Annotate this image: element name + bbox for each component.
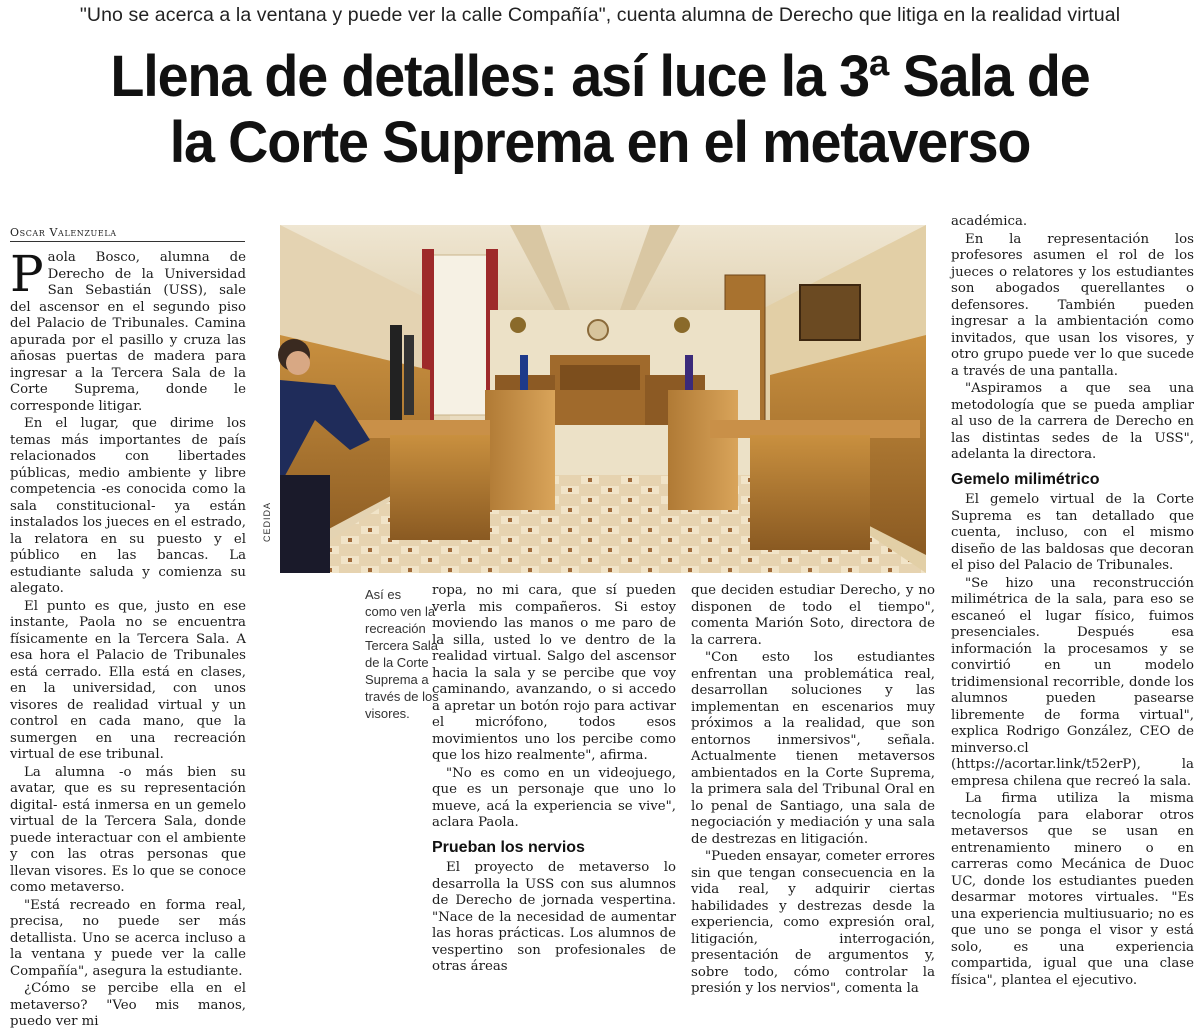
photo-caption: Así es como ven la recreación Tercera Sala de la Corte Suprema a través de los visores. (365, 587, 439, 721)
photo-credit: CEDIDA (262, 501, 272, 542)
kicker: "Uno se acerca a la ventana y puede ver la calle Compañía", cuenta alumna de Derecho que litiga en la realidad virtual (79, 4, 1121, 26)
paragraph: En el lugar, que dirime los temas más importantes de país relacionados con libertades públicas, medio ambiente y libre competencia -es conocida como la sala constitucional- ya están instalados los jueces en el estrado, la relatora en su puesto y el público en las bancas. La estudiante saluda y comienza su alegato. (10, 416, 246, 596)
headline-line-2: la Corte Suprema en el metaverso (169, 110, 1031, 175)
column-4 (951, 214, 1194, 988)
paragraph: académica. (951, 214, 1028, 229)
column-3 (691, 583, 936, 996)
paragraph: El gemelo virtual de la Corte Suprema es tan detallado que cuenta, incluso, con el mismo diseño de las baldosas que decoran el piso del Palacio de Tribunales. (951, 492, 1194, 573)
paragraph: El proyecto de metaverso lo desarrolla la USS con sus alumnos de Derecho de jornada vespertina. "Nace de la necesidad de aumentar las horas prácticas. Los alumnos de vespertino son profesionales de otras áreas (432, 860, 676, 974)
paragraph: "Con esto los estudiantes enfrentan una problemática real, desarrollan soluciones y las implementan en escenarios muy próximos a la realidad, que son entornos inmersivos", señala. Actualmente tienen metaversos ambientados en la Corte Suprema, la primera sala del Tribunal Oral en lo penal de Santiago, una sala de negociación y mediación y una sala de destrezas en litigación. (691, 650, 935, 847)
paragraph: "No es como en un videojuego, que es un personaje que uno lo mueve, acá la experiencia se vive", aclara Paola. (432, 765, 676, 830)
paragraph: "Pueden ensayar, cometer errores sin que tengan consecuencia en la vida real, y adquirir ciertas habilidades y destrezas desde la experiencia, como expresión oral, litigación, interrogación, presentación de argumentos y, sobre todo, cómo controlar la presión y los nervios", comenta la (691, 849, 936, 996)
paragraph: "Aspiramos a que sea una metodología que se pueda ampliar al uso de la carrera de Derecho en las distintas sedes de la USS", adelanta la directora. (951, 381, 1194, 462)
paragraph: "Se hizo una reconstrucción milimétrica de la sala, para eso se escaneó el lugar físico, fuimos presenciales. Después esa información la procesamos y se convirtió en un modelo tridimensional recorrible, donde los alumnos pueden pasearse libremente de forma virtual", explica Rodrigo González, CEO de minverso.cl (https://acortar.link/t52erP), la empresa chilena que recreó la sala. (951, 575, 1194, 789)
paragraph: ¿Cómo se percibe ella en el metaverso? "Veo mis manos, puedo ver mi (10, 981, 246, 1029)
paragraph: El punto es que, justo en ese instante, Paola no se encuentra físicamente en la Tercera Sala. A esa hora el Palacio de Tribunales está cerrado. Ella está en clases, en la universidad, con unos visores de realidad virtual y un control en cada mano, que la sumergen en una recreación virtual de ese tribunal. (10, 598, 246, 762)
column-2 (432, 583, 676, 974)
paragraph-lead: Paola Bosco, alumna de Derecho de la Universidad San Sebastián (USS), sale del ascensor en el segundo piso del Palacio de Tribunales. Camina apurada por el pasillo y cruza las añosas puertas de madera para ingresar a la Tercera Sala de la Corte Suprema, donde le corresponde litigar. (10, 245, 246, 414)
column-1 (10, 245, 246, 1029)
headline-line-1: Llena de detalles: así luce la 3ª Sala de (110, 44, 1090, 109)
paragraph: La alumna -o más bien su avatar, que es su representación digital- está inmersa en un gemelo virtual de la Tercera Sala, donde puede interactuar con el ambiente y con las otras personas que llevan visores. Es lo que se conoce como metaverso. (10, 764, 246, 895)
paragraph: En la representación los profesores asumen el rol de los jueces o relatores y los estudiantes son abogados querellantes o defensores. También pueden ingresar a la ambientación como invitados, que usan los visores, y otro grupo puede ver lo que sucede a través de una pantalla. (951, 231, 1194, 379)
courtroom-photo (280, 225, 926, 573)
paragraph: que deciden estudiar Derecho, y no disponen de todo el tiempo", comenta Marión Soto, directora de la carrera. (691, 583, 935, 648)
subheading: Prueban los nervios (432, 838, 585, 856)
drop-cap: P (10, 245, 44, 303)
byline: Oscar Valenzuela (10, 226, 245, 242)
paragraph: La firma utiliza la misma tecnología para elaborar otros metaversos que se usan en entrenamiento minero o en carreras como Mecánica de Duoc UC, donde los estudiantes pueden desarmar motores virtuales. "Es una experiencia multiusuario; no es que uno se ponga el visor y está solo, es una experiencia compartida, igual que una clase física", plantea el ejecutivo. (951, 791, 1194, 988)
paragraph: "Está recreado en forma real, precisa, no puede ser más detallista. Uno se acerca incluso a la ventana y puede ver la calle Compañía", asegura la estudiante. (10, 897, 246, 979)
subheading: Gemelo milimétrico (951, 470, 1100, 488)
headline (24, 44, 1176, 176)
paragraph: ropa, no mi cara, que sí pueden verla mis compañeros. Si estoy moviendo las manos o me paro de la silla, usted lo ve dentro de la realidad virtual. Salgo del ascensor hacia la sala y se percibe que voy caminando, avanzando, o si accedo a apretar un botón rojo para activar el micrófono, todos esos movimientos uno los percibe como que los hizo realmente", afirma. (432, 583, 676, 763)
